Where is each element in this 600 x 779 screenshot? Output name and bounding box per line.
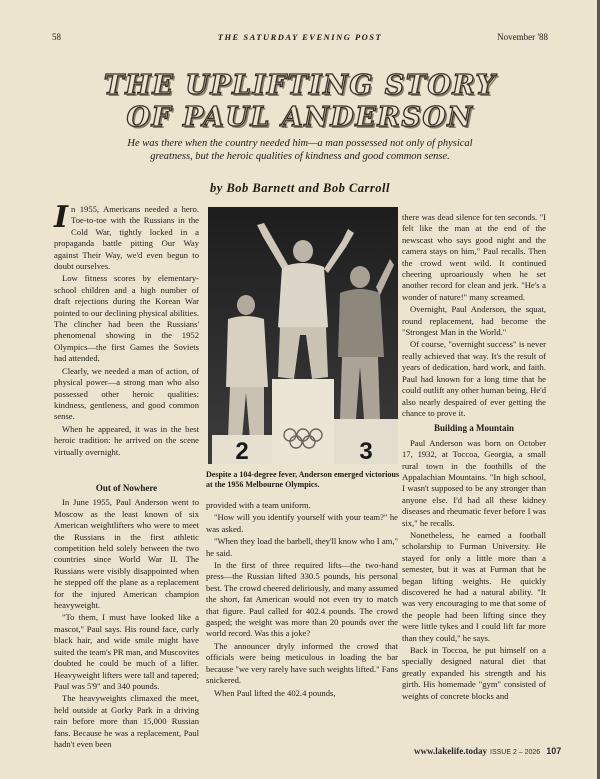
page-number: 58 [52,32,61,42]
photo-caption: Despite a 104-degree fever, Anderson emerged victorious at the 1956 Melbourne Olympics. [206,470,400,489]
running-header [52,32,548,46]
paragraph: Clearly, we needed a man of action, of physical power—a strong man who also possessed other heroic qualities: kindness, gentleness, and good common sense. [54,365,199,422]
paragraph: When Paul lifted the 402.4 pounds, [214,687,336,698]
paragraph: In 1955, Americans needed a hero. Toe-to-toe with the Russians in the Cold War, tightly locked in a propaganda battle pitting Our Way against Their Way, we'd even begun to doubt ourselves. [54,200,199,272]
paragraph: The heavyweights climaxed the meet, held outside at Gorky Park in a driving rain before more than 15,000 Russian fans. Because he was a replacement, Paul hadn't even been [54,693,199,749]
podium-number-3: 3 [359,438,373,464]
paragraph: provided with a team uniform. [206,500,311,510]
paragraph: "When they load the barbell, they'll know who I am," he said. [206,536,398,558]
column-3 [402,212,546,703]
podium-photo-illustration [208,207,398,464]
paragraph: Of course, "overnight success" is never really achieved that way. It's the result of years of dedication, hard work, and faith. Paul had known for a long time that he could outlift any other human being. He'd also nearly despaired of ever getting the chance to prove it. [402,339,546,418]
paragraph: Overnight, Paul Anderson, the squat, round replacement, had become the "Strongest Man in the World." [402,304,546,338]
byline: by Bob Barnett and Bob Carroll [210,181,390,195]
footer-page-number: 107 [546,746,562,756]
drop-cap: I [54,200,69,235]
footer-url: www.lakelife.today [414,746,487,756]
paragraph: When he appeared, it was in the best heroic tradition: he arrived on the scene virtually overnight. [54,423,199,457]
olympic-podium-photo [208,207,398,464]
paragraph: "How will you identify yourself with your team?" he was asked. [206,512,398,534]
paragraph: Back in Toccoa, he put himself on a specially designed natural diet that greatly expanded his strength and his girth. His homemade "gym" consisted of weights of concrete blocks and [402,645,546,701]
paragraph: Nonetheless, he earned a football scholarship to Furman University. He stayed for only a little more than a semester, but it was at Furman that he began lifting weights. He quickly discovered he had a natural ability. "It was very encouraging to me that some of the people had been lifting since they were little tykes and I could lift far more than they could," he says. [402,529,546,643]
magazine-name: THE SATURDAY EVENING POST [217,32,383,42]
paragraph: Low fitness scores by elementary-school children and a high number of draft rejections during the Korean War pointed to our declining physical abilities. The clincher had been the Russians' phenomenal showing in the 1952 Olympics—the first Games the Soviets had attended. [54,273,199,364]
podium-number-2: 2 [235,438,249,464]
footer-issue: ISSUE 2 – 2026 [490,749,541,756]
title-line-1: THE UPLIFTING STORY [103,70,497,101]
paragraph: In June 1955, Paul Anderson went to Moscow as the least known of six American weightlifters who were to meet the Russians in the first athletic competition held solely between the two countries since World War II. The Russians were visibly disappointed when he stepped off the plane as a replacement for the injured American champion heavyweight. [54,497,199,611]
paragraph: In the first of three required lifts—the two-hand press—the Russian lifted 330.5 pounds, his personal best. The crowd cheered deliriously, and many assumed the short, fat American would not even try to match that figure. Paul called for 402.4 pounds. The crowd gasped; the weight was more than 20 pounds over the world record. Was this a joke? [206,560,398,639]
article-deck: He was there when the country needed him—a man possessed not only of physical greatness, but the heroic qualities of kindness and good common sense. [127,138,473,162]
title-line-2: OF PAUL ANDERSON [126,102,474,133]
column-2 [206,500,398,700]
issue-date: November '88 [497,32,548,42]
paragraph: "To them, I must have looked like a mascot," Paul says. His round face, curly black hair, and wide smile might have suited the team's PR man, and Muscovites doubted he could be much of a lifter. Heavyweight lifters were tall and tapered; Paul was 5'9" and 340 pounds. [54,612,199,691]
subhead-building-a-mountain: Building a Mountain [433,423,515,434]
page-footer [414,746,561,756]
paragraph: The announcer dryly informed the crowd that officials were being meticulous in loading the bar because "we very rarely have such weights lifted." Fans snickered. [206,640,398,686]
column-1-bottom [54,479,199,751]
paragraph: there was dead silence for ten seconds. "I felt like the man at the end of the newscast who says good night and the camera stays on him," Paul recalls. Then the crowd went wild. It continued cheering uproariously when he set another record for clean and jerk. "He's a wonder of nature!" many screamed. [402,212,546,302]
paragraph: Paul Anderson was born on October 17, 1932, at Toccoa, Georgia, a small rural town in the foothills of the Appalachian Mountains. "In high school, I wasn't supposed to be any stronger than anyone else. I'd had all these kidney diseases and rheumatic fever before I was six," he recalls. [402,437,546,528]
subhead-out-of-nowhere: Out of Nowhere [95,483,158,493]
column-1-top [54,200,199,459]
article-title [50,70,550,134]
